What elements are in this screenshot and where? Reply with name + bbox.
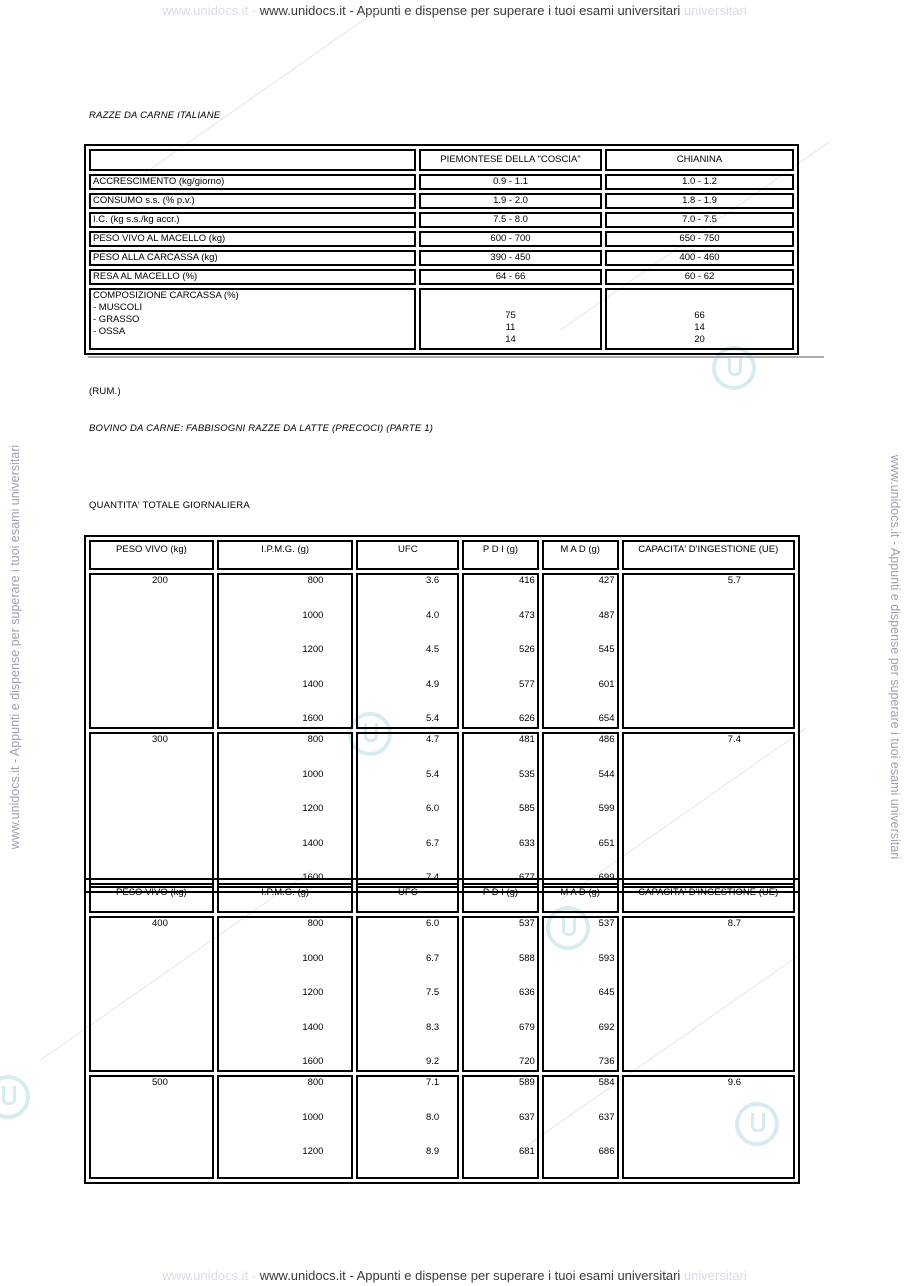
value: 654	[598, 713, 615, 724]
value: 5.4	[425, 768, 440, 780]
row-value: 390 - 450	[419, 250, 602, 266]
header-cell: P D I (g)	[462, 540, 539, 570]
cell-ufc	[356, 573, 459, 729]
value: 637	[598, 1111, 615, 1123]
watermark-ghost-right: universitari	[683, 3, 747, 18]
section-title: RAZZE DA CARNE ITALIANE	[89, 110, 221, 121]
value: 545	[598, 644, 615, 655]
value: 526	[518, 644, 535, 655]
header-cell: CHIANINA	[605, 149, 794, 171]
value: 1600	[302, 1056, 324, 1067]
header-cell: M A D (g)	[542, 883, 619, 913]
value: 8.9	[425, 1146, 440, 1157]
header-cell: CAPACITA' D'INGESTIONE (UE)	[622, 540, 796, 570]
row-label: ACCRESCIMENTO (kg/giorno)	[89, 174, 416, 190]
value: 1600	[302, 713, 324, 724]
composition-item: - GRASSO	[93, 314, 140, 325]
cell-pdi	[462, 573, 539, 729]
value: 300	[152, 734, 168, 745]
section-title: BOVINO DA CARNE: FABBISOGNI RAZZE DA LATTE (PRECOCI) (PARTE 1)	[89, 423, 434, 434]
value: 9.2	[425, 1056, 440, 1067]
cell-cap	[622, 732, 796, 888]
value: 651	[598, 837, 615, 849]
value: 800	[307, 1077, 324, 1088]
value: 601	[598, 678, 615, 690]
value: 9.6	[727, 1077, 741, 1088]
value: 699	[598, 872, 615, 883]
cell-peso	[89, 732, 214, 888]
value: 1400	[302, 678, 324, 690]
value: 3.6	[425, 575, 440, 586]
header-cell: PESO VIVO (kg)	[89, 883, 214, 913]
table-header-row	[89, 540, 795, 570]
header-cell	[89, 149, 416, 171]
composition-item: - OSSA	[93, 326, 126, 337]
note: (RUM.)	[89, 386, 121, 397]
value: 626	[518, 713, 535, 724]
watermark-top[interactable]	[0, 3, 909, 18]
value: 8.0	[425, 1111, 440, 1123]
row-value: 60 - 62	[605, 269, 794, 285]
table-row	[89, 732, 795, 888]
value: 4.7	[425, 734, 440, 745]
value: 1000	[302, 1111, 324, 1123]
breeds-table	[84, 144, 799, 355]
row-value: 0.9 - 1.1	[419, 174, 602, 190]
header-cell: UFC	[356, 883, 459, 913]
value: 6.0	[425, 918, 440, 929]
value: 4.5	[425, 644, 440, 655]
watermark-bottom[interactable]	[0, 1268, 909, 1283]
requirements-table-1	[84, 535, 800, 893]
value: 487	[598, 609, 615, 621]
watermark-top-text: www.unidocs.it - Appunti e dispense per superare i tuoi esami universitari	[259, 3, 681, 18]
value: 7.4	[425, 872, 440, 883]
value: 14	[694, 322, 705, 333]
watermark-ghost-right: universitari	[683, 1268, 747, 1283]
value: 1200	[302, 803, 324, 814]
table-row	[89, 573, 795, 729]
cell-cap	[622, 916, 796, 1072]
table-row	[89, 269, 794, 285]
value: 800	[307, 734, 324, 745]
table-row	[89, 193, 794, 209]
value: 1200	[302, 644, 324, 655]
value: 8.7	[727, 918, 741, 929]
row-value: 650 - 750	[605, 231, 794, 247]
value: 11	[505, 322, 516, 333]
cell-mad	[542, 732, 619, 888]
table-header-row	[89, 149, 794, 171]
divider	[88, 356, 824, 358]
value: 473	[518, 609, 535, 621]
value: 1000	[302, 768, 324, 780]
value: 6.0	[425, 803, 440, 814]
watermark-ghost-left: www.unidocs.it -	[162, 1268, 257, 1283]
value: 677	[518, 872, 535, 883]
header-cell: PIEMONTESE DELLA "COSCIA"	[419, 149, 602, 171]
requirements-table-2	[84, 878, 800, 1184]
value: 400	[152, 918, 168, 929]
table-header-row	[89, 883, 795, 913]
watermark-ghost-left: www.unidocs.it -	[162, 3, 257, 18]
cell-pdi	[462, 1075, 539, 1179]
row-value: 64 - 66	[419, 269, 602, 285]
value: 8.3	[425, 1021, 440, 1033]
cell-peso	[89, 916, 214, 1072]
composition-title: COMPOSIZIONE CARCASSA (%)	[93, 290, 239, 301]
value: 593	[598, 952, 615, 964]
value: 200	[152, 575, 168, 586]
composition-label	[89, 288, 416, 350]
row-value: 1.0 - 1.2	[605, 174, 794, 190]
value: 686	[598, 1146, 615, 1157]
cell-ufc	[356, 732, 459, 888]
value: 66	[694, 310, 705, 321]
row-label: CONSUMO s.s. (% p.v.)	[89, 193, 416, 209]
value: 75	[505, 310, 516, 321]
value: 800	[307, 918, 324, 929]
value: 1600	[302, 872, 324, 883]
cell-ufc	[356, 1075, 459, 1179]
value: 633	[518, 837, 535, 849]
value: 6.7	[425, 837, 440, 849]
unidocs-logo-icon	[0, 1075, 30, 1119]
value: 692	[598, 1021, 615, 1033]
cell-pdi	[462, 732, 539, 888]
cell-ipmg	[217, 573, 354, 729]
cell-ufc	[356, 916, 459, 1072]
value: 427	[598, 575, 615, 586]
watermark-left: www.unidocs.it - Appunti e dispense per superare i tuoi esami universitari	[8, 444, 22, 850]
value: 5.4	[425, 713, 440, 724]
header-cell: M A D (g)	[542, 540, 619, 570]
row-value: 1.9 - 2.0	[419, 193, 602, 209]
cell-peso	[89, 573, 214, 729]
value: 486	[598, 734, 615, 745]
cell-mad	[542, 1075, 619, 1179]
value: 416	[518, 575, 535, 586]
value: 537	[518, 918, 535, 929]
value: 7.5	[425, 987, 440, 998]
row-label: I.C. (kg s.s./kg accr.)	[89, 212, 416, 228]
value: 681	[518, 1146, 535, 1157]
row-label: RESA AL MACELLO (%)	[89, 269, 416, 285]
section-subtitle: QUANTITA' TOTALE GIORNALIERA	[89, 500, 250, 511]
header-cell: P D I (g)	[462, 883, 539, 913]
value: 679	[518, 1021, 535, 1033]
table-row	[89, 916, 795, 1072]
value: 7.1	[425, 1077, 440, 1088]
value: 1200	[302, 1146, 324, 1157]
watermark-right: www.unidocs.it - Appunti e dispense per superare i tuoi esami universitari	[888, 454, 902, 860]
cell-cap	[622, 573, 796, 729]
value: 1200	[302, 987, 324, 998]
value: 599	[598, 803, 615, 814]
value: 1400	[302, 1021, 324, 1033]
value: 5.7	[727, 575, 741, 586]
table-row	[89, 174, 794, 190]
cell-pdi	[462, 916, 539, 1072]
value: 585	[518, 803, 535, 814]
row-value: 1.8 - 1.9	[605, 193, 794, 209]
watermark-bottom-text: www.unidocs.it - Appunti e dispense per superare i tuoi esami universitari	[259, 1268, 681, 1283]
table-row	[89, 212, 794, 228]
cell-mad	[542, 916, 619, 1072]
value: 1000	[302, 609, 324, 621]
row-label: PESO ALLA CARCASSA (kg)	[89, 250, 416, 266]
cell-mad	[542, 573, 619, 729]
composition-values-b	[605, 288, 794, 350]
value: 537	[598, 918, 615, 929]
cell-ipmg	[217, 732, 354, 888]
table-row	[89, 1075, 795, 1179]
cell-peso	[89, 1075, 214, 1179]
value: 500	[152, 1077, 168, 1088]
value: 636	[518, 987, 535, 998]
value: 6.7	[425, 952, 440, 964]
value: 20	[694, 334, 705, 345]
row-label: PESO VIVO AL MACELLO (kg)	[89, 231, 416, 247]
value: 637	[518, 1111, 535, 1123]
value: 584	[598, 1077, 615, 1088]
value: 588	[518, 952, 535, 964]
value: 4.9	[425, 678, 440, 690]
value: 4.0	[425, 609, 440, 621]
row-value: 400 - 460	[605, 250, 794, 266]
value: 1000	[302, 952, 324, 964]
table-row	[89, 231, 794, 247]
value: 14	[505, 334, 516, 345]
row-value: 7.5 - 8.0	[419, 212, 602, 228]
value: 544	[598, 768, 615, 780]
row-value: 7.0 - 7.5	[605, 212, 794, 228]
header-cell: PESO VIVO (kg)	[89, 540, 214, 570]
value: 589	[518, 1077, 535, 1088]
value: 1400	[302, 837, 324, 849]
header-cell: UFC	[356, 540, 459, 570]
value: 736	[598, 1056, 615, 1067]
table-row	[89, 250, 794, 266]
table-row	[89, 288, 794, 350]
header-cell: I.P.M.G. (g)	[217, 883, 354, 913]
value: 577	[518, 678, 535, 690]
composition-values-a	[419, 288, 602, 350]
cell-ipmg	[217, 1075, 354, 1179]
row-value: 600 - 700	[419, 231, 602, 247]
value: 800	[307, 575, 324, 586]
cell-cap	[622, 1075, 796, 1179]
value: 481	[518, 734, 535, 745]
value: 645	[598, 987, 615, 998]
value: 7.4	[727, 734, 741, 745]
header-cell: I.P.M.G. (g)	[217, 540, 354, 570]
header-cell: CAPACITA' D'INGESTIONE (UE)	[622, 883, 796, 913]
composition-item: - MUSCOLI	[93, 302, 143, 313]
cell-ipmg	[217, 916, 354, 1072]
value: 720	[518, 1056, 535, 1067]
value: 535	[518, 768, 535, 780]
